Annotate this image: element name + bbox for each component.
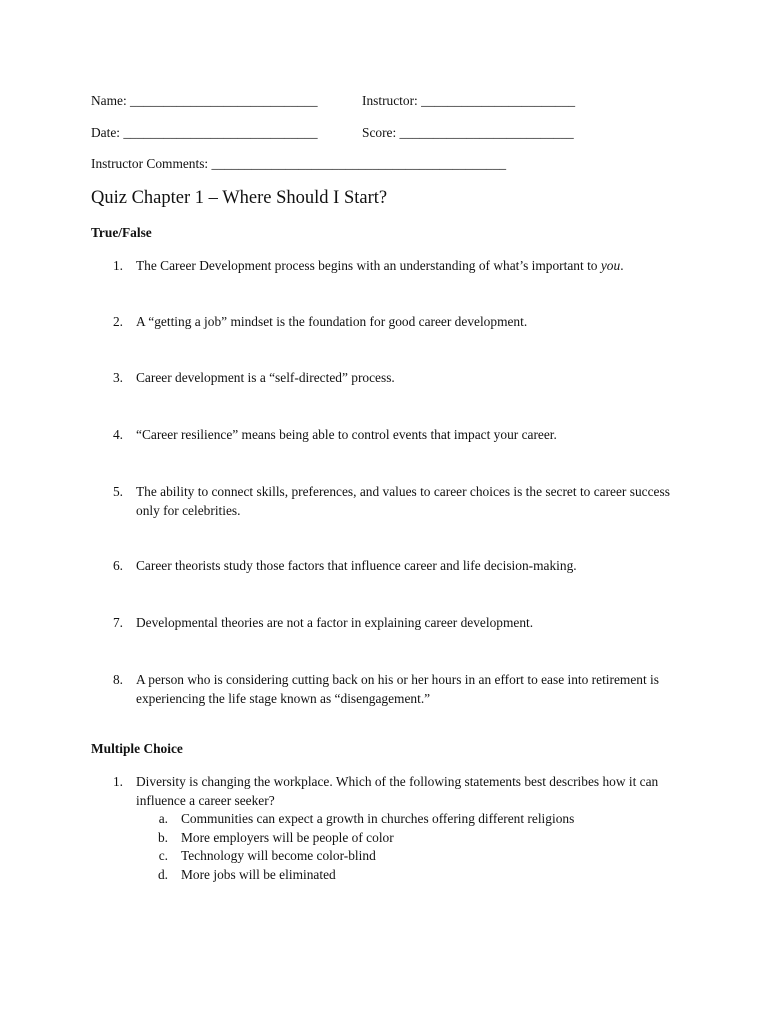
option-letter: c. [158, 848, 168, 863]
question-number: 4. [112, 427, 123, 442]
option-text: More employers will be people of color [181, 830, 394, 845]
question-text: Career theorists study those factors that influence career and life decision-making. [136, 558, 577, 573]
name-field: Name: ____________________________ [91, 93, 318, 108]
question-number: 1. [112, 774, 123, 789]
question-text: The Career Development process begins with an understanding of what’s important to [136, 258, 601, 273]
date-field: Date: _____________________________ [91, 125, 318, 140]
true-false-heading: True/False [91, 225, 152, 240]
question-number: 2. [112, 314, 123, 329]
question-text: Career development is a “self-directed” process. [136, 370, 395, 385]
option-text: Communities can expect a growth in churches offering different religions [181, 811, 575, 826]
instructor-field: Instructor: _______________________ [362, 93, 576, 108]
question-text: A person who is considering cutting back on his or her hours in an effort to ease into retirement is experiencing the life stage known as “disengagement.” [136, 672, 659, 706]
option-text: More jobs will be eliminated [181, 867, 336, 882]
question-text: Diversity is changing the workplace. Which of the following statements best describes how it can influence a career seeker? [136, 774, 659, 808]
question-number: 6. [112, 558, 123, 573]
option-letter: d. [157, 867, 168, 882]
question-number: 5. [112, 484, 123, 499]
question-text: Developmental theories are not a factor in explaining career development. [136, 615, 534, 630]
option-text: Technology will become color-blind [181, 848, 376, 863]
option-letter: b. [157, 830, 168, 845]
question-text: A “getting a job” mindset is the foundation for good career development. [136, 314, 528, 329]
question-text-tail: . [620, 258, 624, 273]
question-text: “Career resilience” means being able to control events that impact your career. [136, 427, 557, 442]
page-title: Quiz Chapter 1 – Where Should I Start? [91, 188, 388, 208]
emphasis-text: you [600, 258, 621, 273]
question-number: 7. [112, 615, 123, 630]
score-field: Score: __________________________ [362, 125, 574, 140]
question-text: The ability to connect skills, preferences, and values to career choices is the secret to career success only for celebrities. [136, 484, 670, 518]
question-number: 3. [112, 370, 123, 385]
question-number: 8. [112, 672, 123, 687]
question-number: 1. [112, 258, 123, 273]
instructor-comments-field: Instructor Comments: ____________________________________________ [91, 156, 507, 171]
option-letter: a. [158, 811, 168, 826]
multiple-choice-heading: Multiple Choice [91, 741, 183, 756]
